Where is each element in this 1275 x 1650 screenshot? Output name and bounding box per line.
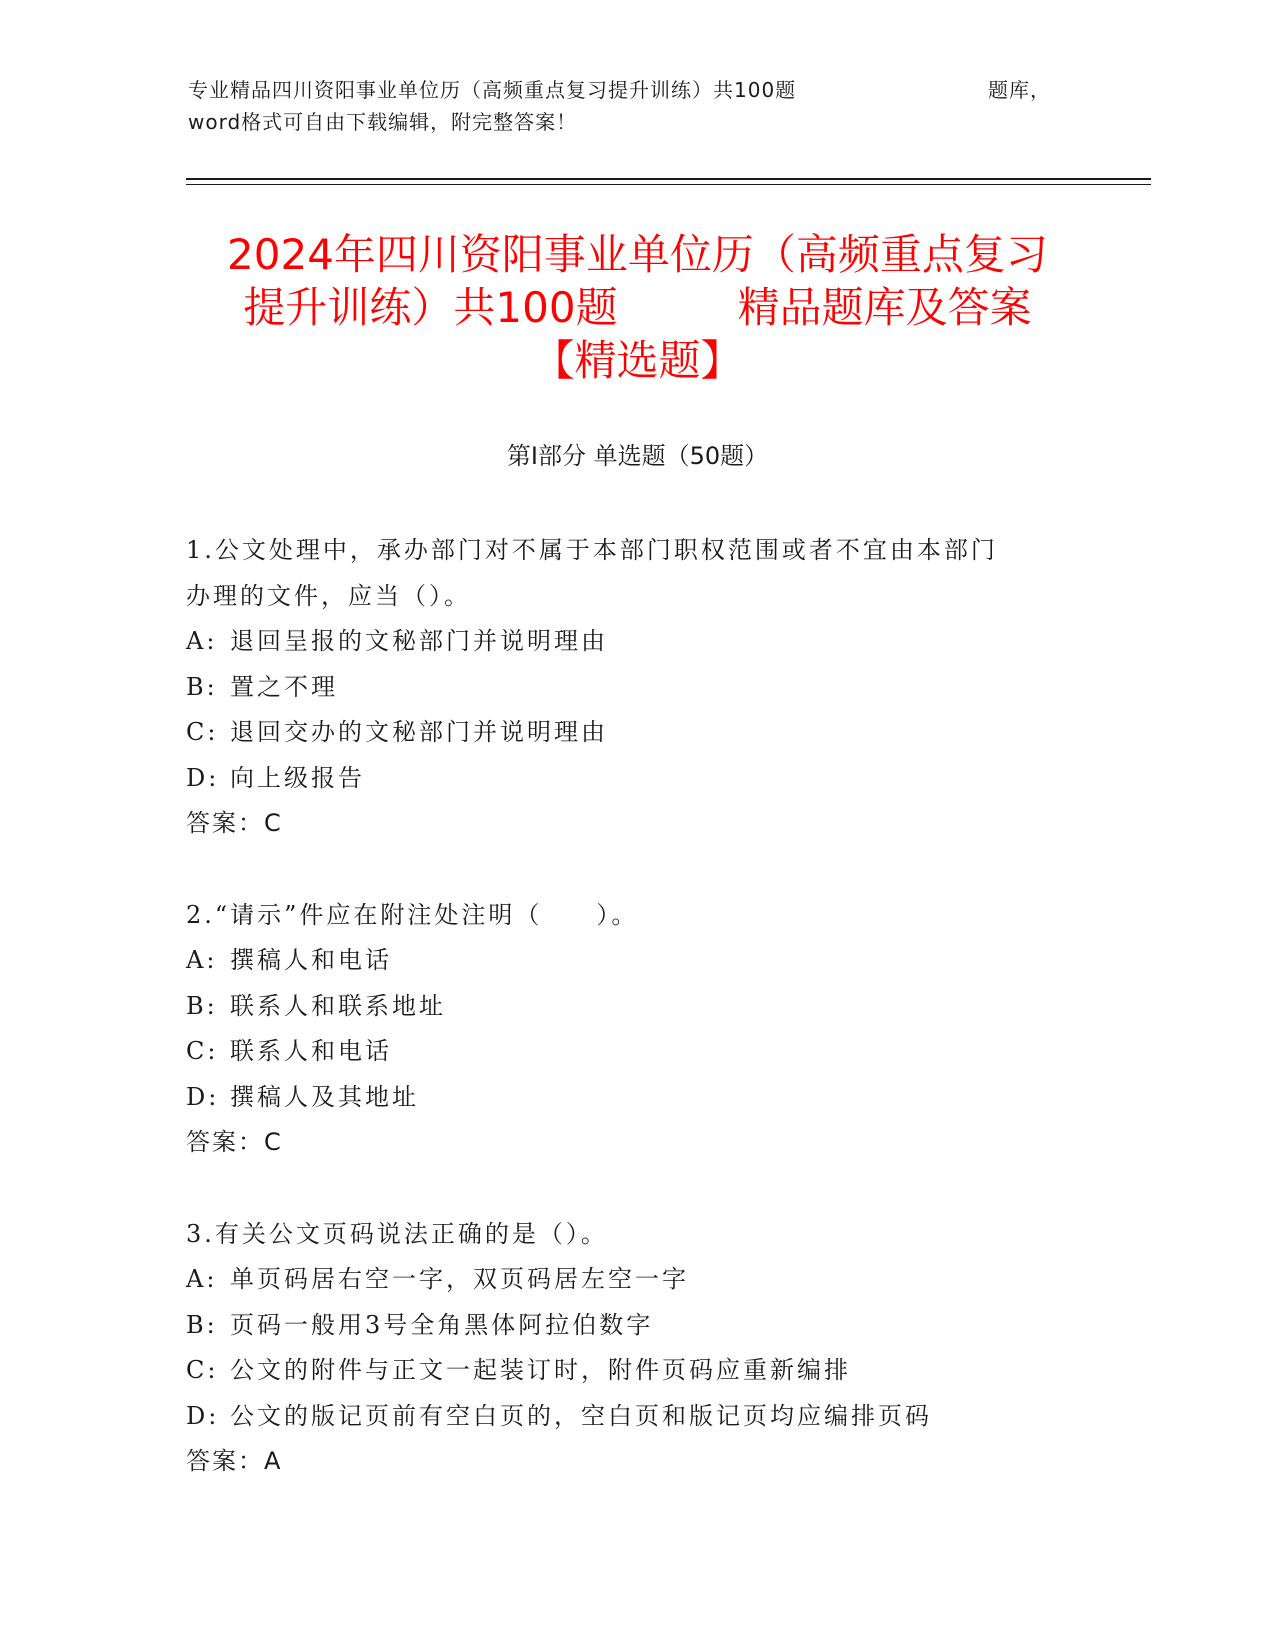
option-letter: D:: [186, 1082, 220, 1111]
question-2-option-b: [186, 984, 1086, 1030]
question-3-option-c: [186, 1348, 1086, 1394]
option-letter: B:: [186, 1310, 218, 1339]
question-1-option-a: [186, 619, 1086, 665]
option-text: 公文的版记页前有空白页的，空白页和版记页均应编排页码: [230, 1401, 932, 1430]
option-text: 退回呈报的文秘部门并说明理由: [230, 627, 608, 655]
option-letter: C:: [186, 1356, 219, 1384]
header-divider-thin: [186, 184, 1151, 185]
option-letter: A:: [186, 627, 218, 655]
option-letter: D:: [186, 1401, 220, 1430]
question-2-option-c: [186, 1029, 1086, 1075]
option-letter: A:: [186, 1265, 218, 1293]
question-3-answer: 答案：A: [186, 1447, 283, 1475]
question-3-stem: 3.有关公文页码说法正确的是（）。: [186, 1219, 608, 1248]
question-2-option-a: [186, 938, 1086, 984]
option-text: 撰稿人及其地址: [230, 1082, 419, 1111]
question-1-answer: 答案：C: [186, 809, 283, 837]
question-3-option-d: [186, 1394, 1086, 1440]
question-1: [186, 528, 1086, 847]
question-3-option-b: [186, 1303, 1086, 1349]
option-text: 页码一般用3号全角黑体阿拉伯数字: [230, 1310, 654, 1339]
option-letter: B:: [186, 672, 218, 701]
option-text: 联系人和电话: [230, 1037, 392, 1065]
section-heading: 第Ⅰ部分 单选题（50题）: [506, 442, 769, 470]
option-text: 联系人和联系地址: [230, 991, 446, 1020]
header-line-1-left: 专业精品四川资阳事业单位历（高频重点复习提升训练）共100题: [188, 78, 797, 102]
option-text: 单页码居右空一字，双页码居左空一字: [230, 1265, 689, 1293]
question-1-stem-line-1: 1.公文处理中，承办部门对不属于本部门职权范围或者不宜由本部门: [186, 536, 998, 564]
question-list: [186, 528, 1086, 1531]
header-line-1-right: 题库，: [988, 78, 1051, 102]
question-1-stem-line-2: 办理的文件，应当（）。: [186, 581, 471, 610]
option-text: 退回交办的文秘部门并说明理由: [230, 718, 608, 746]
question-2: [186, 893, 1086, 1166]
question-1-option-d: [186, 756, 1086, 802]
header-line-2: word格式可自由下载编辑，附完整答案！: [188, 110, 578, 134]
option-text: 向上级报告: [230, 763, 365, 792]
option-letter: D:: [186, 763, 220, 792]
option-letter: B:: [186, 991, 218, 1020]
option-text: 撰稿人和电话: [230, 946, 392, 974]
question-2-answer: 答案：C: [186, 1128, 283, 1156]
option-letter: A:: [186, 946, 218, 974]
document-title: [160, 228, 1115, 387]
title-line-2: [160, 281, 1115, 334]
option-letter: C:: [186, 1037, 219, 1065]
header-divider-thick: [186, 178, 1151, 180]
question-3: [186, 1212, 1086, 1485]
question-2-option-d: [186, 1075, 1086, 1121]
option-text: 公文的附件与正文一起装订时，附件页码应重新编排: [230, 1356, 851, 1384]
title-line-3: 【精选题】: [532, 336, 743, 385]
question-2-stem: 2.“请示”件应在附注处注明（ ）。: [186, 900, 639, 929]
title-line-2-right: 精品题库及答案: [737, 283, 1032, 332]
question-3-option-a: [186, 1257, 1086, 1303]
question-1-option-b: [186, 665, 1086, 711]
option-letter: C:: [186, 718, 219, 746]
header-line-1: [188, 74, 1088, 106]
question-1-option-c: [186, 710, 1086, 756]
title-line-2-left: 提升训练）共100题: [243, 283, 618, 332]
title-line-1: 2024年四川资阳事业单位历（高频重点复习: [227, 230, 1048, 279]
option-text: 置之不理: [230, 672, 338, 701]
page-header: [188, 74, 1088, 138]
